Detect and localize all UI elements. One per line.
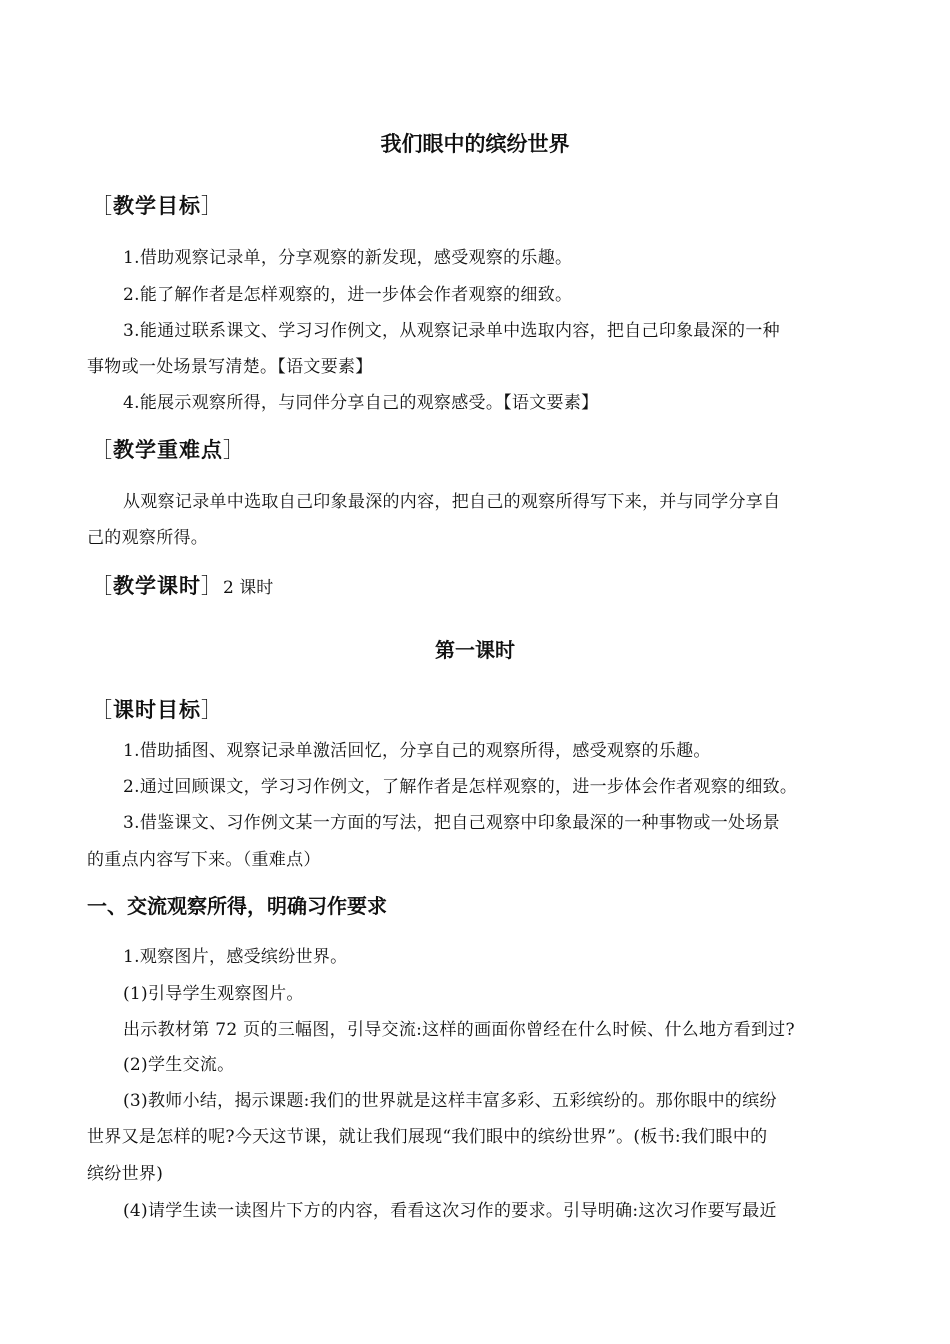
key-points-text: 从观察记录单中选取自己印象最深的内容，把自己的观察所得写下来，并与同学分享自	[123, 492, 781, 512]
lesson-goal-item: 3.借鉴课文、习作例文某一方面的写法，把自己观察中印象最深的一种事物或一处场景	[123, 813, 780, 833]
lesson-goals-heading: ［课时目标］	[91, 698, 223, 722]
objective-item-cont: 事物或一处场景写清楚。【语文要素】	[87, 357, 373, 377]
lesson-title: 第一课时	[435, 638, 515, 662]
duration-heading: ［教学课时］2 课时	[91, 574, 274, 598]
objectives-heading: ［教学目标］	[91, 194, 223, 218]
body-line: (4)请学生读一读图片下方的内容，看看这次习作的要求。引导明确:这次习作要写最近	[123, 1201, 777, 1221]
body-line: 出示教材第 72 页的三幅图，引导交流:这样的画面你曾经在什么时候、什么地方看到过?	[123, 1020, 795, 1040]
body-line: 1.观察图片，感受缤纷世界。	[123, 947, 348, 967]
objective-item: 2.能了解作者是怎样观察的，进一步体会作者观察的细致。	[123, 285, 573, 305]
objective-item: 1.借助观察记录单，分享观察的新发现，感受观察的乐趣。	[123, 248, 573, 268]
part1-heading: 一、交流观察所得，明确习作要求	[87, 894, 387, 918]
lesson-goal-item-cont: 的重点内容写下来。（重难点）	[87, 850, 321, 870]
body-line: (2)学生交流。	[123, 1055, 235, 1075]
lesson-goal-item: 2.通过回顾课文，学习习作例文，了解作者是怎样观察的，进一步体会作者观察的细致。	[123, 777, 798, 797]
body-line: (1)引导学生观察图片。	[123, 984, 304, 1004]
document-title: 我们眼中的缤纷世界	[380, 132, 570, 156]
duration-value: 2 课时	[223, 578, 274, 598]
body-line: 世界又是怎样的呢?今天这节课，就让我们展现“我们眼中的缤纷世界”。(板书:我们眼中的	[87, 1127, 768, 1147]
body-line: (3)教师小结，揭示课题:我们的世界就是这样丰富多彩、五彩缤纷的。那你眼中的缤纷	[123, 1091, 777, 1111]
objective-item: 3.能通过联系课文、学习习作例文，从观察记录单中选取内容，把自己印象最深的一种	[123, 321, 780, 341]
key-points-text: 己的观察所得。	[87, 528, 209, 548]
body-line: 缤纷世界)	[87, 1164, 164, 1184]
objective-item: 4.能展示观察所得，与同伴分享自己的观察感受。【语文要素】	[123, 393, 599, 413]
lesson-goal-item: 1.借助插图、观察记录单激活回忆，分享自己的观察所得，感受观察的乐趣。	[123, 741, 711, 761]
key-points-heading: ［教学重难点］	[91, 438, 245, 462]
